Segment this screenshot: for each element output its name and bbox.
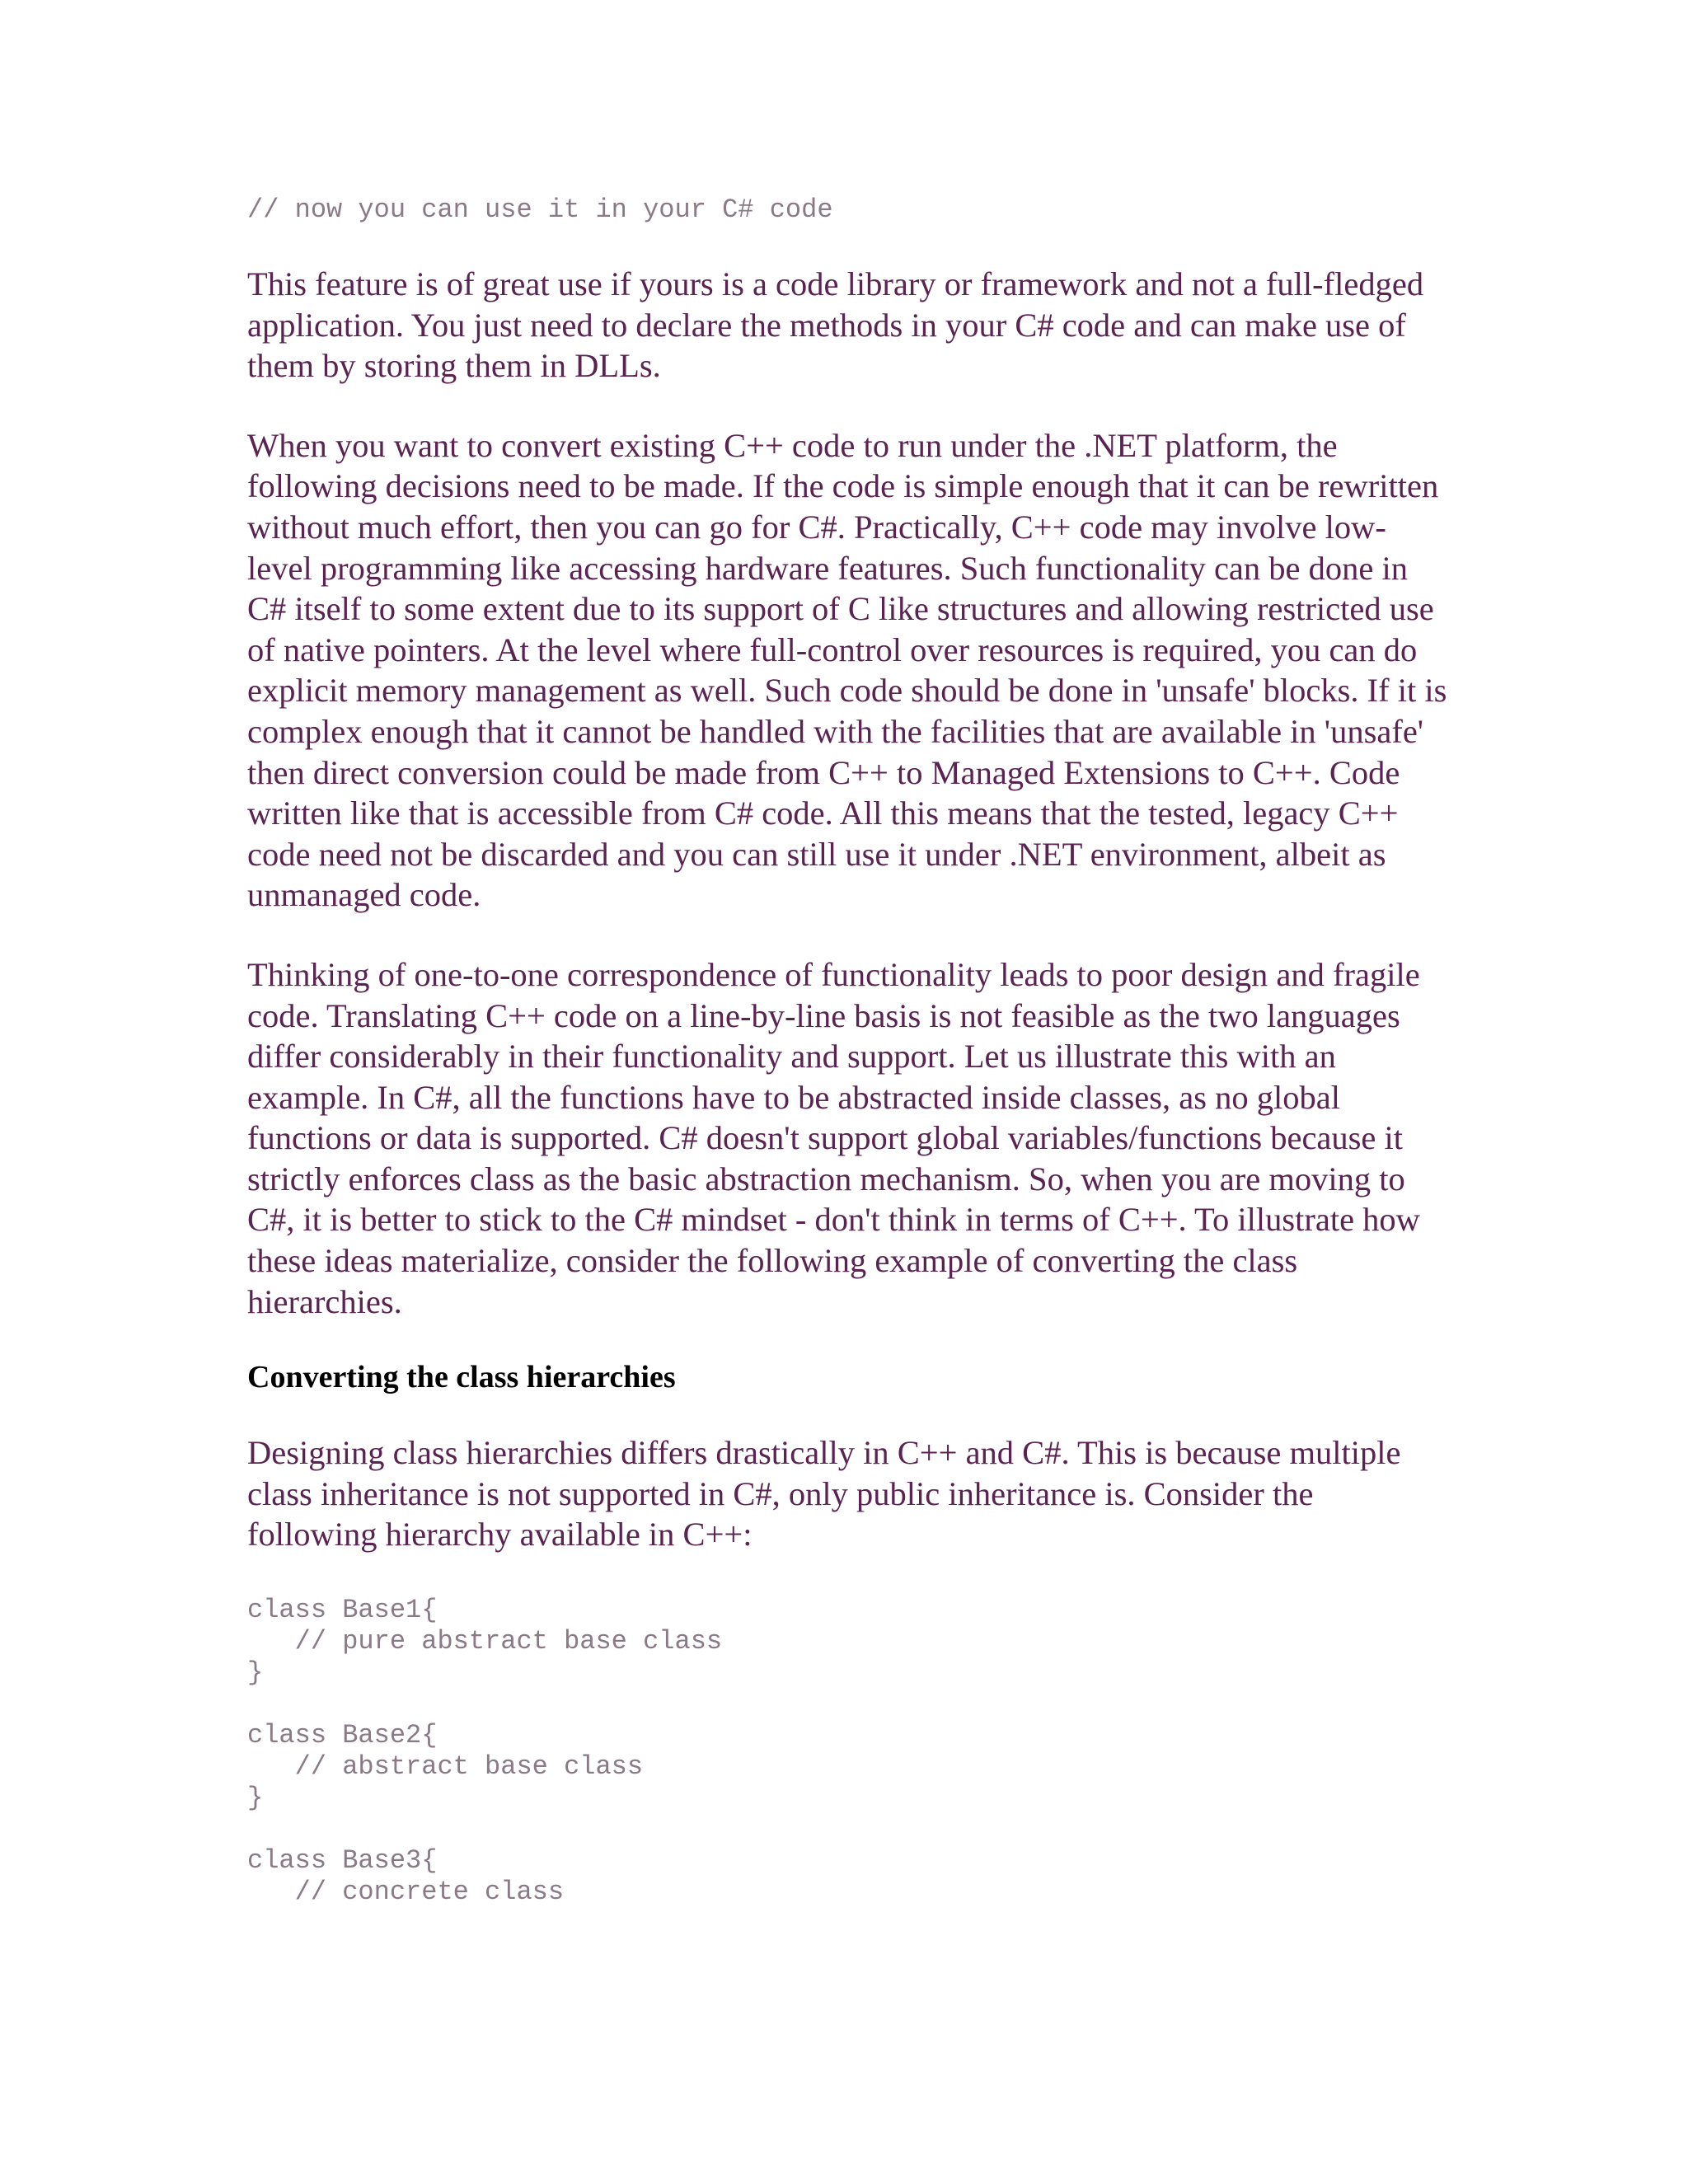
paragraph-cpp-conversion: When you want to convert existing C++ code to run under the .NET platform, the following decisions need to be made. If the code is simple enough that it can be rewritten without much effort, then you can go for C#. Practically, C++ code may involve low-level programming like accessing hardware features. Such functionality can be done in C# itself to some extent due to its support of C like structures and allowing restricted use of native pointers. At the level where full-control over resources is required, you can do explicit memory management as well. Such code should be done in 'unsafe' blocks. If it is complex enough that it cannot be handled with the facilities that are available in 'unsafe' then direct conversion could be made from C++ to Managed Extensions to C++. Code written like that is accessible from C# code. All this means that the tested, legacy C++ code need not be discarded and you can still use it under .NET environment, albeit as unmanaged code. — [247, 426, 1447, 914]
section-heading: Converting the class hierarchies — [247, 1360, 676, 1395]
document-page — [247, 194, 1451, 1908]
code-snippet-top: // now you can use it in your C# code — [247, 194, 833, 225]
code-snippet-classes: class Base1{ // pure abstract base class } class Base2{ // abstract base class } class Base3{ // concrete class — [247, 1595, 723, 1908]
paragraph-design-mindset: Thinking of one-to-one correspondence of functionality leads to poor design and fragile code. Translating C++ code on a line-by-line basis is not feasible as the two languages differ considerably in their functionality and support. Let us illustrate this with an example. In C#, all the functions have to be abstracted inside classes, as no global functions or data is supported. C# doesn't support global variables/functions because it strictly enforces class as the basic abstraction mechanism. So, when you are moving to C#, it is better to stick to the C# mindset - don't think in terms of C++. To illustrate how these ideas materialize, consider the following example of converting the class hierarchies. — [247, 955, 1420, 1320]
paragraph-class-hierarchies: Designing class hierarchies differs drastically in C++ and C#. This is because multiple class inheritance is not supported in C#, only public inheritance is. Consider the following hierarchy available in C++: — [247, 1434, 1401, 1554]
paragraph-dll-usage: This feature is of great use if yours is a code library or framework and not a full-fledged application. You just need to declare the methods in your C# code and can make use of them by storing them in DLLs. — [247, 265, 1424, 385]
